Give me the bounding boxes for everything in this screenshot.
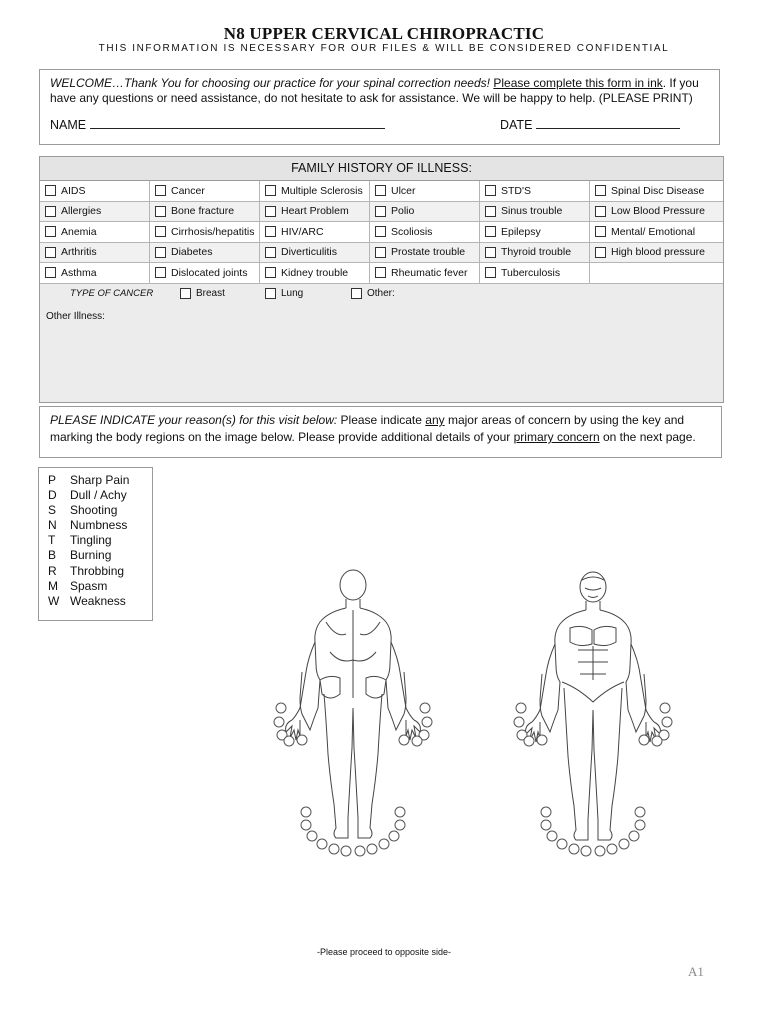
legend-label: Sharp Pain [70,473,130,487]
marker-circle[interactable] [541,820,551,830]
marker-circle[interactable] [412,736,422,746]
marker-circle[interactable] [662,717,672,727]
illness-label: Thyroid trouble [501,246,572,259]
cancer-type-row [40,284,723,304]
right-leg-shape [353,694,382,838]
date-line[interactable] [536,116,680,129]
marker-circle[interactable] [422,717,432,727]
checkbox-icon[interactable] [265,247,276,258]
illness-label: Arthritis [61,246,97,259]
illness-label: Spinal Disc Disease [611,184,705,197]
marker-circle[interactable] [367,844,377,854]
marker-circle[interactable] [524,736,534,746]
illness-label: Scoliosis [391,225,433,238]
illness-item[interactable] [590,202,723,223]
checkbox-icon[interactable] [155,185,166,196]
chest-shape [570,626,616,645]
illness-item[interactable] [150,202,260,223]
checkbox-icon[interactable] [375,226,386,237]
cancer-type-label: TYPE OF CANCER [70,287,154,299]
legend-item [48,488,152,503]
right-arm-shape [631,644,654,722]
illness-label: Polio [391,205,415,218]
checkbox-icon[interactable] [45,226,56,237]
right-leg-shape [593,688,622,840]
checkbox-icon[interactable] [375,267,386,278]
legend-key: D [48,488,57,503]
legend-label: Numbness [70,518,128,533]
checkbox-icon[interactable] [485,226,496,237]
marker-circle[interactable] [595,846,605,856]
visit-reason-text: major areas of concern by using the key and [444,413,685,427]
visit-reason-box [39,406,722,458]
illness-label: Mental/ Emotional [611,225,696,238]
checkbox-icon[interactable] [595,185,606,196]
left-leg-shape [324,694,353,838]
legend-key: M [48,578,58,593]
legend-label: Tingling [70,533,112,548]
head-back-shape [340,570,366,600]
illness-item[interactable] [40,181,150,202]
marker-circle[interactable] [541,807,551,817]
family-history-section [39,156,724,403]
illness-item[interactable] [370,181,480,202]
name-field[interactable] [50,116,385,133]
family-history-heading: FAMILY HISTORY OF ILLNESS: [40,157,723,181]
legend-key: N [48,518,57,533]
legend-label: Spasm [70,578,108,593]
visit-reason-line-1 [50,412,711,429]
left-hip-shape [320,676,340,698]
legend-item [48,579,152,594]
cancer-option-label: Lung [281,287,304,299]
checkbox-icon[interactable] [595,247,606,258]
illness-item[interactable] [40,243,150,264]
cancer-option-other[interactable] [351,288,395,299]
marker-circle[interactable] [301,820,311,830]
cancer-option-label: Other: [367,287,395,299]
face-lines [582,577,604,598]
illness-label: Cancer [171,184,205,197]
illness-item[interactable] [480,222,590,243]
marker-circle[interactable] [389,831,399,841]
legend-key: R [48,563,57,578]
checkbox-icon[interactable] [45,267,56,278]
illness-label: Rheumatic fever [391,266,468,279]
illness-label: Prostate trouble [391,246,466,259]
checkbox-icon[interactable] [485,267,496,278]
legend-key: T [48,533,56,548]
illness-item[interactable] [480,263,590,284]
body-diagram-back[interactable] [270,568,440,860]
welcome-line-2: have any questions or need assistance, do not hesitate to ask for assistance. We will be happy to help. (PLEASE PRINT) [50,91,693,105]
other-illness-field[interactable]: Other Illness: [46,311,105,322]
checkbox-icon[interactable] [265,226,276,237]
illness-label: Ulcer [391,184,416,197]
illness-item[interactable] [260,263,370,284]
primary-concern-emphasis: primary concern [513,430,600,444]
illness-item[interactable] [590,243,723,264]
proceed-note: -Please proceed to opposite side- [316,947,452,957]
marker-circle[interactable] [276,703,286,713]
marker-circle[interactable] [514,717,524,727]
any-emphasis: any [425,413,445,427]
illness-item[interactable] [40,222,150,243]
checkbox-icon[interactable] [180,288,191,299]
marker-circle[interactable] [537,735,547,745]
checkbox-icon[interactable] [265,206,276,217]
legend-key: P [48,473,57,487]
form-title: N8 UPPER CERVICAL CHIROPRACTIC [223,24,545,43]
date-field[interactable] [500,116,680,133]
left-arm-shape [292,642,315,720]
legend-key: W [48,593,60,608]
checkbox-icon[interactable] [155,267,166,278]
illness-item[interactable] [150,263,260,284]
marker-circle[interactable] [635,807,645,817]
illness-item[interactable] [260,181,370,202]
cancer-option-breast[interactable] [180,288,225,299]
legend-item [48,473,152,488]
illness-label: Heart Problem [281,205,349,218]
legend-item [48,503,152,518]
welcome-box [39,69,720,145]
marker-circle[interactable] [379,839,389,849]
illness-label: Asthma [61,266,97,279]
illness-item[interactable] [480,202,590,223]
marker-circle[interactable] [660,703,670,713]
illness-label: Low Blood Pressure [611,205,705,218]
right-arm-shape [391,642,414,720]
ink-instruction: Please complete this form in ink [493,76,663,90]
marker-circle[interactable] [341,846,351,856]
illness-item[interactable] [370,202,480,223]
pelvis-shape [562,682,624,702]
legend-key: S [48,503,57,518]
checkbox-icon[interactable] [45,206,56,217]
checkbox-icon[interactable] [595,226,606,237]
marker-circle[interactable] [569,844,579,854]
pain-key-legend [38,467,153,621]
illness-item [590,263,723,284]
marker-circle[interactable] [581,846,591,856]
visit-reason-line-2 [50,429,711,446]
illness-item[interactable] [590,222,723,243]
marker-circle[interactable] [607,844,617,854]
welcome-intro: WELCOME…Thank You for choosing our practice for your spinal correction needs! [50,76,490,90]
abdomen-lines [578,646,608,680]
illness-label: Multiple Sclerosis [281,184,363,197]
legend-item [48,518,152,533]
checkbox-icon[interactable] [265,288,276,299]
illness-item[interactable] [370,263,480,284]
legend-label: Throbbing [70,563,125,578]
visit-reason-text: marking the body regions on the image below. Please provide additional details of your [50,430,514,444]
illness-label: Bone fracture [171,205,235,218]
legend-item [48,548,152,563]
date-label: DATE [500,118,533,132]
illness-label: Kidney trouble [281,266,349,279]
checkbox-icon[interactable] [45,247,56,258]
marker-circle[interactable] [399,735,409,745]
left-leg-shape [564,688,593,840]
marker-circle[interactable] [639,735,649,745]
legend-key: B [48,548,57,563]
illness-item[interactable] [40,202,150,223]
legend-item [48,564,152,579]
marker-circle[interactable] [301,807,311,817]
illness-label: STD'S [501,184,532,197]
visit-reason-lead: PLEASE INDICATE your reason(s) for this visit below: [50,413,338,427]
checkbox-icon[interactable] [155,206,166,217]
marker-circle[interactable] [395,807,405,817]
illness-label: Sinus trouble [501,205,563,218]
marker-circle[interactable] [629,831,639,841]
checkbox-icon[interactable] [485,206,496,217]
checkbox-icon[interactable] [375,247,386,258]
illness-label: AIDS [61,184,86,197]
name-line[interactable] [90,116,385,129]
marker-circle[interactable] [619,839,629,849]
illness-item[interactable] [370,222,480,243]
checkbox-icon[interactable] [265,185,276,196]
checkbox-icon[interactable] [375,206,386,217]
welcome-line-1 [50,76,709,91]
right-hip-shape [366,676,386,698]
checkbox-icon[interactable] [595,206,606,217]
checkbox-icon[interactable] [485,247,496,258]
illness-label: Allergies [61,205,102,218]
illness-label: Anemia [61,225,97,238]
illness-label: Diabetes [171,246,213,259]
marker-circle[interactable] [329,844,339,854]
illness-label: Dislocated joints [171,266,248,279]
visit-reason-text: Please indicate [337,413,426,427]
page-number: A1 [688,964,704,979]
illness-label: Tuberculosis [501,266,561,279]
legend-label: Shooting [70,503,118,518]
illness-item[interactable] [150,222,260,243]
illness-label: Cirrhosis/hepatitis [171,225,255,238]
illness-item[interactable] [260,243,370,264]
illness-grid [40,181,723,284]
illness-label: Diverticulitis [281,246,338,259]
marker-circle[interactable] [557,839,567,849]
body-diagram-front[interactable] [508,568,678,860]
back-muscle-lines [326,610,380,698]
legend-label: Dull / Achy [70,488,127,503]
illness-item[interactable] [480,181,590,202]
illness-item[interactable] [40,263,150,284]
illness-item[interactable] [480,243,590,264]
legend-item [48,533,152,548]
checkbox-icon[interactable] [155,226,166,237]
legend-item [48,594,152,609]
checkbox-icon[interactable] [45,185,56,196]
illness-item[interactable] [260,222,370,243]
illness-label: High blood pressure [611,246,705,259]
marker-circle[interactable] [355,846,365,856]
illness-label: HIV/ARC [281,225,324,238]
checkbox-icon[interactable] [265,267,276,278]
name-date-row [50,116,709,132]
illness-item[interactable] [150,181,260,202]
marker-circle[interactable] [307,831,317,841]
checkbox-icon[interactable] [155,247,166,258]
name-label: NAME [50,118,87,132]
cancer-option-lung[interactable] [265,288,303,299]
cancer-option-label: Breast [196,287,225,299]
marker-circle[interactable] [284,736,294,746]
illness-item[interactable] [590,181,723,202]
marker-circle[interactable] [317,839,327,849]
legend-label: Weakness [70,593,126,608]
marker-circle[interactable] [395,820,405,830]
legend-label: Burning [70,548,112,563]
checkbox-icon[interactable] [375,185,386,196]
marker-circle[interactable] [635,820,645,830]
marker-circle[interactable] [420,703,430,713]
left-arm-shape [532,644,555,722]
marker-circle[interactable] [547,831,557,841]
marker-circle[interactable] [274,717,284,727]
marker-circle[interactable] [297,735,307,745]
illness-label: Epilepsy [501,225,541,238]
confidentiality-note: THIS INFORMATION IS NECESSARY FOR OUR FILES & WILL BE CONSIDERED CONFIDENTIAL [98,43,670,54]
visit-reason-text: on the next page. [599,430,696,444]
welcome-line-1-rest: . If you [662,76,699,90]
illness-item[interactable] [150,243,260,264]
illness-item[interactable] [260,202,370,223]
illness-item[interactable] [370,243,480,264]
marker-circle[interactable] [652,736,662,746]
checkbox-icon[interactable] [351,288,362,299]
marker-circle[interactable] [516,703,526,713]
checkbox-icon[interactable] [485,185,496,196]
